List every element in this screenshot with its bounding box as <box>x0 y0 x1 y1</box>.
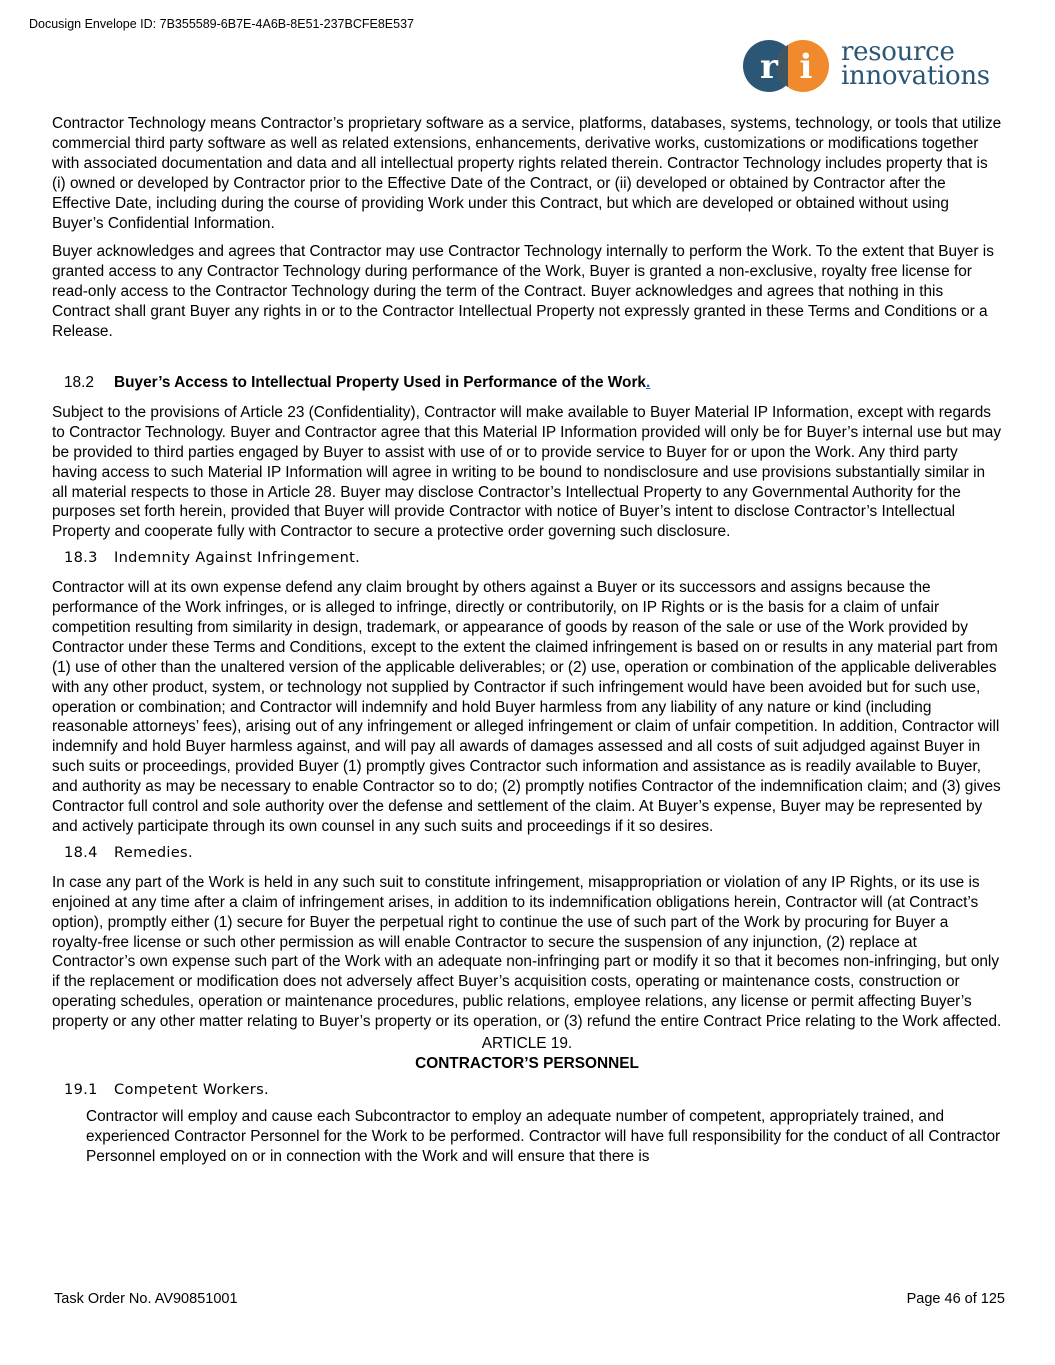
section-18-3-heading <box>64 548 1002 568</box>
section-number: 18.4 <box>64 843 98 861</box>
section-number: 19.1 <box>64 1080 98 1098</box>
section-18-4-heading <box>64 843 1002 863</box>
paragraph-remedies: In case any part of the Work is held in any such suit to constitute infringement, misappropriation or violation of any IP Rights, or its use is enjoined at any time after a claim of infringement arises, in addition to its indemnification obligations herein, Contractor will (at Contract’s option), promptly either (1) secure for Buyer the perpetual right to continue the use of such part of the Work by procuring for Buyer a royalty-free license or such other permission as will enable Contractor to secure the suspension of any injunction, (2) replace at Contractor’s own expense such part of the Work with an adequate non-infringing part or modify it so that it becomes non-infringing, but only if the replacement or modification does not adversely affect Buyer’s acquisition costs, operating or maintenance costs, construction or operating schedules, operation or maintenance procedures, public relations, employee relations, any license or permit affecting Buyer’s property or any other matter relating to Buyer’s property or its operation, or (3) refund the entire Contract Price relating to the Work affected. <box>52 873 1002 1031</box>
paragraph-competent-workers: Contractor will employ and cause each Subcontractor to employ an adequate number of competent, appropriately trained, and experienced Contractor Personnel for the Work to be performed. Contractor will have full responsibility for the conduct of all Contractor Personnel employed on or in connection with the Work and will ensure that there is <box>86 1107 1001 1165</box>
section-number: 18.2 <box>64 373 94 391</box>
document-body <box>52 114 1002 1167</box>
logo-letter-r: r <box>760 47 778 87</box>
section-title: Indemnity Against Infringement. <box>114 549 361 567</box>
logo-letter-i: i <box>799 47 813 87</box>
article-number: ARTICLE 19. <box>481 1035 573 1053</box>
section-number: 18.3 <box>64 549 98 567</box>
logo-wordmark <box>841 37 990 91</box>
footer-page-number: Page 46 of 125 <box>906 1291 1005 1307</box>
ri-logo-mark-icon <box>740 38 836 94</box>
article-title: CONTRACTOR’S PERSONNEL <box>415 1054 639 1072</box>
docusign-envelope-id: Docusign Envelope ID: 7B355589-6B7E-4A6B-8E51-237BCFE8E537 <box>29 17 414 31</box>
logo-word-resource: resource <box>841 37 955 67</box>
section-trailing-period: . <box>646 373 651 391</box>
section-18-2-heading <box>64 373 1002 393</box>
paragraph-indemnity: Contractor will at its own expense defend any claim brought by others against a Buyer or its successors and assigns because the performance of the Work infringes, or is alleged to infringe, directly or contributorily, on IP Rights or is the basis for a claim of unfair competition resulting from similarity in design, trademark, or appearance of goods by reason of the sale or use of the Work provided by Contractor under these Terms and Conditions, except to the extent the claimed infringement is based on or results in any material part from (1) use of other than the unaltered version of the applicable deliverables; or (2) use, operation or combination of the applicable deliverables with any other product, system, or technology not supplied by Contractor if such infringement would have been avoided but for such use, operation or combination; and Contractor will indemnify and hold Buyer harmless from any liability of any nature or kind (including reasonable attorneys’ fees), arising out of any infringement or alleged infringement or claim of unfair competition. In addition, Contractor will indemnify and hold Buyer harmless against, and will pay all awards of damages assessed and all costs of suit adjudged against Buyer in such suits or proceedings, provided Buyer (1) promptly gives Contractor such information and assistance as is readily available to Buyer, and authority as may be necessary to enable Contractor so to do; (2) promptly notifies Contractor of the indemnification claim; and (3) gives Contractor full control and sole authority over the defense and settlement of the claim. At Buyer’s expense, Buyer may be represented by and actively participate through its own counsel in any such suits and proceedings if it so desires. <box>52 579 1001 835</box>
paragraph-contractor-technology: Contractor Technology means Contractor’s proprietary software as a service, platforms, databases, systems, technology, or tools that utilize commercial third party software as well as related extensions, enhancements, derivative works, customizations or modifications together with associated documentation and data and all intellectual property rights related therein. Contractor Technology includes property that is (i) owned or developed by Contractor prior to the Effective Date of the Contract, or (ii) developed or obtained by Contractor after the Effective Date, including during the course of providing Work under this Contract, but which are developed or obtained without using Buyer’s Confidential Information. <box>52 115 1002 232</box>
paragraph-buyer-access: Subject to the provisions of Article 23 (Confidentiality), Contractor will make available to Buyer Material IP Information, except with regards to Contractor Technology. Buyer and Contractor agree that this Material IP Information provided will only be for Buyer’s internal use but may be provided to third parties engaged by Buyer to assist with use of or to provide service to Buyer for or upon the Work. Any third party having access to such Material IP Information will agree in writing to be bound to nondisclosure and use provisions substantially similar in all material respects to those in Article 28. Buyer may disclose Contractor’s Intellectual Property to any Governmental Authority for the purposes set forth herein, provided that Buyer will provide Contractor with notice of Buyer’s intent to disclose Contractor’s Intellectual Property and cooperate fully with Contractor to secure a protective order governing such disclosure. <box>52 403 1002 541</box>
resource-innovations-logo <box>740 38 1020 98</box>
footer-task-order: Task Order No. AV90851001 <box>54 1291 238 1307</box>
logo-word-innovations: innovations <box>841 61 990 91</box>
section-title: Buyer’s Access to Intellectual Property Used in Performance of the Work <box>114 373 646 391</box>
section-19-1-heading <box>64 1080 1002 1100</box>
section-title: Competent Workers. <box>114 1080 269 1098</box>
section-title: Remedies. <box>114 843 193 861</box>
paragraph-buyer-acknowledges: Buyer acknowledges and agrees that Contractor may use Contractor Technology internally to perform the Work. To the extent that Buyer is granted access to any Contractor Technology during performance of the Work, Buyer is granted a non-exclusive, royalty free license for read-only access to the Contractor Technology during the term of the Contract. Buyer acknowledges and agrees that nothing in this Contract shall grant Buyer any rights in or to the Contractor Intellectual Property not expressly granted in these Terms and Conditions or a Release. <box>52 243 994 341</box>
